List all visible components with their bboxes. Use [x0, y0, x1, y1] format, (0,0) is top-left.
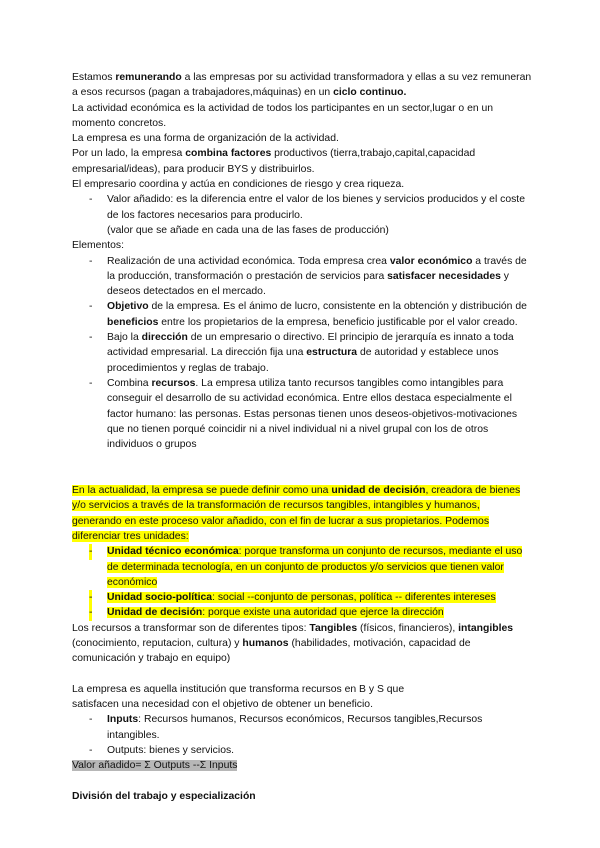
list-item — [72, 590, 532, 605]
text-run: La empresa es aquella institución que transforma recursos en B y S que — [72, 683, 405, 695]
list-item — [72, 376, 532, 452]
list-unidades — [72, 544, 532, 620]
text-run-group — [72, 684, 404, 710]
text-run: de la empresa. Es el ánimo de lucro, consistente en la obtención y distribución de — [148, 301, 527, 313]
bold-text: Unidad socio-política — [107, 592, 213, 604]
bold-text: Inputs — [107, 714, 139, 726]
text-run: Valor añadido: es la diferencia entre el valor de los bienes y servicios producidos y el coste de los factores necesarios para producirlo. — [107, 194, 525, 221]
list-item — [72, 712, 532, 743]
section-heading — [72, 789, 532, 804]
text-run: de un empresario o directivo. El principio de jerarquía es innato a toda actividad empresarial. La dirección fija una — [107, 332, 514, 359]
list-item — [72, 544, 532, 590]
bold-text: beneficios — [107, 316, 159, 328]
text-run-group — [72, 623, 513, 665]
bold-text: Objetivo — [107, 301, 149, 313]
list-dash-bullet: - — [89, 301, 93, 313]
text-run-group — [107, 378, 517, 450]
list-item — [72, 743, 532, 758]
bold-text: Unidad técnico económica — [107, 546, 239, 558]
text-run: a las empresas por su actividad transformadora y ellas a su vez remuneran a esos recursos (pagan a trabajadores,máquinas) en un — [72, 72, 532, 99]
text-run-group — [72, 103, 493, 129]
text-run: Estamos — [72, 72, 116, 83]
text-run: : social --conjunto de personas, política -- diferentes intereses — [212, 592, 496, 604]
bold-text: Unidad de decisión — [107, 607, 203, 619]
text-run-group — [107, 714, 482, 740]
text-run: Combina — [107, 377, 152, 389]
text-run-group — [72, 72, 531, 98]
text-run-group — [107, 256, 527, 298]
list-dash-bullet: - — [89, 332, 93, 344]
text-run: : Recursos humanos, Recursos económicos, Recursos tangibles,Recursos intangibles. — [107, 714, 483, 741]
text-run: productivos (tierra,trabajo,capital,capacidad empresarial/ideas), para producir BYS y distribuirlos. — [72, 148, 476, 175]
list-dash-bullet: - — [89, 745, 93, 757]
list-valor-anadido — [72, 192, 532, 238]
text-run: : porque transforma un conjunto de recursos, mediante el uso de determinada tecnología, en un conjunto de productos y/o servicios que tienen valor económico — [107, 546, 523, 588]
text-run: Los recursos a transformar son de diferentes tipos: — [72, 622, 310, 634]
paragraph-empresario — [72, 177, 532, 192]
text-run: Realización de una actividad económica. Toda empresa crea — [107, 255, 390, 267]
bold-text: ciclo continuo. — [333, 87, 407, 99]
text-run: Outputs: bienes y servicios. — [107, 745, 235, 757]
text-run-group — [72, 179, 404, 190]
paragraph-actividad-economica — [72, 101, 532, 132]
list-dash-bullet: - — [89, 377, 93, 389]
bold-text: valor económico — [389, 255, 473, 267]
paragraph-elementos — [72, 238, 532, 253]
text-run: (conocimiento, reputacion, cultura) y — [72, 637, 243, 649]
text-run: satisfacen una necesidad con el objetivo de obtener un beneficio. — [72, 699, 373, 711]
document-body — [72, 70, 532, 804]
bold-text: combina factores — [185, 148, 272, 160]
list-dash-bullet: - — [89, 605, 92, 620]
text-run-group — [107, 332, 514, 374]
paragraph-formula-valor — [72, 758, 532, 773]
paragraph-institucion — [72, 682, 532, 713]
text-run: La empresa es una forma de organización de la actividad. — [72, 133, 339, 145]
text-run: : porque existe una autoridad que ejerce la dirección — [202, 607, 444, 619]
bold-text: satisfacer necesidades — [387, 270, 501, 282]
paragraph-combina-factores — [72, 146, 532, 177]
text-run-group — [107, 301, 527, 327]
list-dash-bullet: - — [89, 544, 92, 559]
list-dash-bullet: - — [89, 194, 93, 206]
blank-line — [72, 774, 532, 789]
text-run: (valor que se añade en cada una de las fases de producción) — [107, 224, 389, 236]
paragraph-tipos-recursos — [72, 621, 532, 667]
text-run-group — [72, 760, 237, 771]
paragraph-forma-organizacion — [72, 131, 532, 146]
list-item — [72, 192, 532, 238]
list-item — [72, 299, 532, 330]
bold-text: Tangibles — [309, 622, 358, 634]
text-run: Por un lado, la empresa — [72, 148, 186, 160]
list-dash-bullet: - — [89, 255, 93, 267]
paragraph-unidad-decision — [72, 483, 532, 544]
list-dash-bullet: - — [89, 714, 93, 726]
list-item — [72, 330, 532, 376]
list-inputs-outputs — [72, 712, 532, 758]
blank-line — [72, 667, 532, 682]
list-elementos — [72, 254, 532, 453]
list-item — [72, 605, 532, 620]
bold-text: recursos — [151, 377, 196, 389]
text-run-group — [107, 194, 525, 236]
text-run-group — [72, 148, 475, 174]
text-run-group — [72, 133, 339, 144]
text-run-group — [107, 592, 496, 603]
text-run: de autoridad y establece unos procedimientos y reglas de trabajo. — [107, 347, 499, 374]
text-run: El empresario coordina y actúa en condiciones de riesgo y crea riqueza. — [72, 179, 405, 191]
list-item — [72, 254, 532, 300]
text-run: . La empresa utiliza tanto recursos tangibles como intangibles para conseguir el desarrollo de su actividad económica. Entre ellos destaca especialmente el factor humano: las personas. Estas personas tienen unos deseos-objetivos-motivaciones que no tienen porqué coincidir ni a nivel individual ni a nivel grupal con los de otros individuos o grupos — [107, 377, 518, 451]
text-run-group — [72, 791, 256, 802]
text-run: Bajo la — [107, 332, 142, 344]
text-run: División del trabajo y especialización — [72, 790, 256, 802]
bold-text: remunerando — [115, 72, 182, 83]
paragraph-remuneracion — [72, 70, 532, 101]
text-run: Elementos: — [72, 240, 124, 252]
text-run-group — [107, 607, 444, 618]
text-run: La actividad económica es la actividad de todos los participantes en un sector,lugar o en un momento concretos. — [72, 102, 494, 129]
bold-text: estructura — [306, 347, 358, 359]
text-run-group — [72, 485, 520, 542]
text-run: (habilidades, motivación, capacidad de comunicación y trabajo en equipo) — [72, 637, 471, 665]
text-run-group — [72, 240, 124, 251]
text-run: a través de la producción, transformación o prestación de servicios para — [107, 255, 527, 282]
text-run-group — [107, 546, 522, 588]
text-run: Valor añadido= Σ Outputs --Σ Inputs — [72, 760, 238, 772]
bold-text: unidad de decisión — [331, 485, 426, 497]
bold-text: dirección — [141, 332, 188, 344]
bold-text: humanos — [242, 637, 289, 649]
text-run: (físicos, financieros), — [357, 622, 459, 634]
blank-line — [72, 452, 532, 467]
text-run: entre los propietarios de la empresa, beneficio justificable por el valor creado. — [158, 316, 518, 328]
bold-text: intangibles — [458, 622, 514, 634]
text-run: En la actualidad, la empresa se puede definir como una — [72, 485, 332, 497]
text-run-group — [107, 745, 234, 756]
text-run: , creadora de bienes y/o servicios a través de la transformación de recursos tangibles, intangibles y humanos, generando en este proceso valor añadido, con el fin de lucrar a sus propietarios. Podemos diferenciar tres unidades: — [72, 485, 521, 542]
text-run: y deseos detectados en el mercado. — [107, 270, 510, 298]
list-dash-bullet: - — [89, 590, 92, 605]
blank-line — [72, 468, 532, 483]
